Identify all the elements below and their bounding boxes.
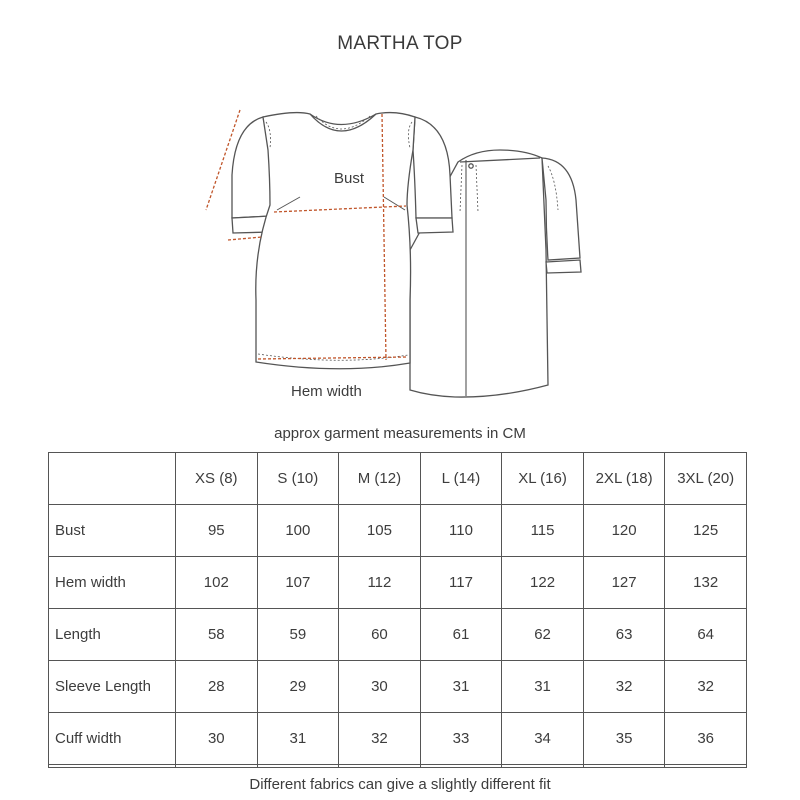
row-label: Bust [49, 505, 176, 557]
row-label: Hem width [49, 557, 176, 609]
table-cell: 125 [665, 505, 747, 557]
table-row [49, 557, 747, 609]
table-cell: 105 [339, 505, 421, 557]
size-chart-table [48, 452, 747, 768]
table-row [49, 505, 747, 557]
table-header-cell: 2XL (18) [583, 453, 665, 505]
table-cell-empty [257, 765, 339, 768]
table-cell: 100 [257, 505, 339, 557]
table-cell: 62 [502, 609, 584, 661]
measurements-caption: approx garment measurements in CM [274, 425, 526, 442]
table-cell: 132 [665, 557, 747, 609]
table-cell: 110 [420, 505, 502, 557]
table-cell: 59 [257, 609, 339, 661]
table-cell: 30 [176, 713, 258, 765]
table-cell-empty [583, 765, 665, 768]
table-cell: 102 [176, 557, 258, 609]
table-cell: 122 [502, 557, 584, 609]
table-header-row [49, 453, 747, 505]
table-cell: 127 [583, 557, 665, 609]
row-label: Length [49, 609, 176, 661]
row-label: Sleeve Length [49, 661, 176, 713]
fit-note: Different fabrics can give a slightly different fit [249, 776, 551, 793]
table-header-cell: S (10) [257, 453, 339, 505]
table-cell: 32 [665, 661, 747, 713]
table-cell: 28 [176, 661, 258, 713]
bust-label: Bust [334, 170, 365, 187]
table-cell: 64 [665, 609, 747, 661]
table-cell: 32 [339, 713, 421, 765]
table-row-empty [49, 765, 747, 768]
table-header-cell: L (14) [420, 453, 502, 505]
table-cell: 30 [339, 661, 421, 713]
table-cell: 95 [176, 505, 258, 557]
cuff-width-measure-line [228, 237, 262, 240]
table-cell-empty [176, 765, 258, 768]
table-header-cell: 3XL (20) [665, 453, 747, 505]
table-row [49, 609, 747, 661]
table-row [49, 661, 747, 713]
table-cell-empty [49, 765, 176, 768]
table-cell: 35 [583, 713, 665, 765]
table-cell-empty [502, 765, 584, 768]
table-cell: 63 [583, 609, 665, 661]
table-cell-empty [665, 765, 747, 768]
table-cell: 107 [257, 557, 339, 609]
table-header-empty [49, 453, 176, 505]
table-cell: 29 [257, 661, 339, 713]
table-cell: 112 [339, 557, 421, 609]
table-cell: 117 [420, 557, 502, 609]
table-cell: 115 [502, 505, 584, 557]
table-cell: 120 [583, 505, 665, 557]
table-cell: 31 [420, 661, 502, 713]
page-title: MARTHA TOP [337, 33, 463, 54]
table-header-cell: XL (16) [502, 453, 584, 505]
row-label: Cuff width [49, 713, 176, 765]
table-cell: 61 [420, 609, 502, 661]
table-row [49, 713, 747, 765]
table-cell-empty [339, 765, 421, 768]
table-cell-empty [420, 765, 502, 768]
table-cell: 33 [420, 713, 502, 765]
table-header-cell: XS (8) [176, 453, 258, 505]
table-cell: 31 [502, 661, 584, 713]
table-cell: 31 [257, 713, 339, 765]
table-cell: 34 [502, 713, 584, 765]
hem-width-label: Hem width [291, 383, 362, 400]
table-header-cell: M (12) [339, 453, 421, 505]
table-cell: 60 [339, 609, 421, 661]
table-cell: 58 [176, 609, 258, 661]
table-cell: 36 [665, 713, 747, 765]
table-cell: 32 [583, 661, 665, 713]
